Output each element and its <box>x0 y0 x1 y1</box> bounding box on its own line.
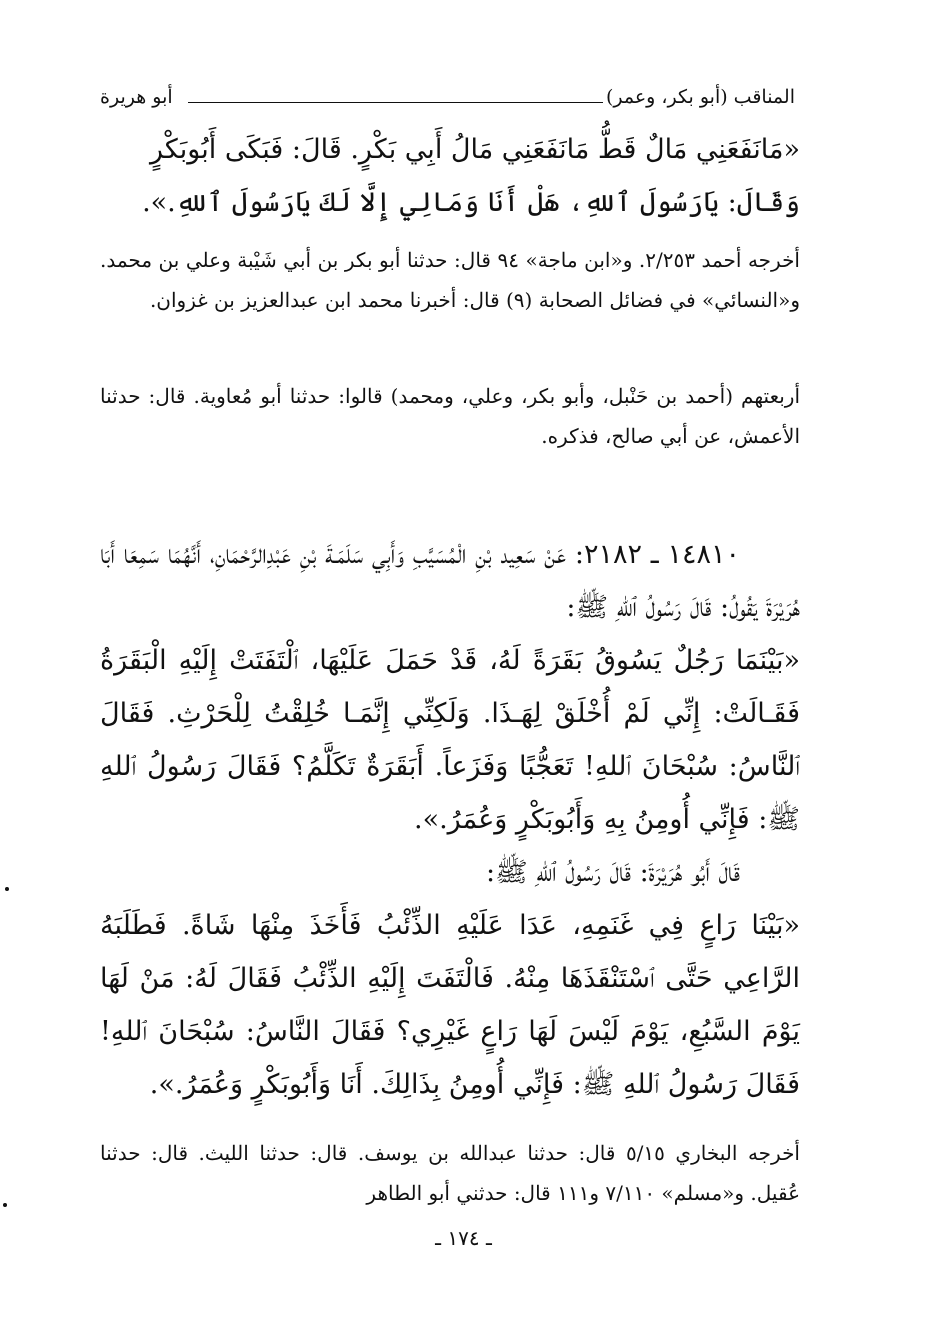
page-number: ـ ١٧٤ ـ <box>435 1226 492 1250</box>
note-paragraph: أربعتهم (أحمد بن حَنْبل، وأبو بكر، وعلي، ومحمد) قالوا: حدثنا أبو مُعاوية. قال: حدثنا الأعمش، عن أبي صالح، فذكره. <box>100 384 800 448</box>
hadith-matn: «بَيْنَمَا رَجُلٌ يَسُوقُ بَقَرَةً لَهُ، قَدْ حَمَلَ عَلَيْهَا، ٱلْتَفَتَتْ إِلَيْهِ الْبَقَرَةُ فَقَـالَتْ: إِنِّي لَمْ أُخْلَقْ لِهَـذَا. وَلَكِنِّي إِنَّمَـا خُلِقْتُ لِلْحَرْثِ. فَقَالَ ٱلنَّاسُ: سُبْحَانَ ٱللهِ! تَعَجُّبًا وَفَزَعاً. أَبَقَرَةٌ تَكَلَّمُ؟ فَقَالَ رَسُولُ ٱللهِ ﷺ: فَإِنِّي أُومِنُ بِهِ وَأَبُوبَكْرٍ وَعُمَرُ.». <box>100 645 800 835</box>
hadith-continuation <box>100 123 800 229</box>
header-rule <box>188 102 603 103</box>
hadith-isnad: ١٤٨١٠ ـ ٢١٨٢: عَنْ سَعِيد بْنِ الْمُسَيَّبِ وَأَبِي سَلَمَـةَ بْنِ عَبْدِالرَّحْمَانِ، أَنَّهُمَا سَمِعَا أَبَا هُرَيْرَةَ يَقُولُ: قَالَ رَسُولُ ٱللهِ ﷺ: <box>100 539 800 623</box>
scan-speck <box>5 887 9 891</box>
hadith-matn: «بَيْنَا رَاعٍ فِي غَنَمِهِ، عَدَا عَلَيْهِ الذِّئْبُ فَأَخَذَ مِنْهَا شَاةً. فَطَلَبَهُ الرَّاعِي حَتَّى ٱسْتَنْقَذَهَا مِنْهُ. فَالْتَفَتَ إِلَيْهِ الذِّئْبُ فَقَالَ لَهُ: مَنْ لَهَا يَوْمَ السَّبُعِ، يَوْمَ لَيْسَ لَهَا رَاعٍ غَيْرِي؟ فَقَالَ النَّاسُ: سُبْحَانَ ٱللهِ! فَقَالَ رَسُولُ ٱللهِ ﷺ: فَإِنِّي أُومِنُ بِذَالِكَ. أَنَا وَأَبُوبَكْرٍ وَعُمَرُ.». <box>100 910 800 1100</box>
takhrij-note <box>100 1133 800 1213</box>
running-header <box>100 86 795 116</box>
hadith-line: وَقَالَ: يَارَسُولَ ٱللهِ، هَلْ أَنَا وَمَالِي إِلَّا لَكَ يَارَسُولَ ٱللهِ.». <box>142 187 800 218</box>
hadith-isnad: قَالَ أَبُو هُرَيْرَةَ: قَالَ رَسُولُ ٱللهِ ﷺ: <box>486 857 740 888</box>
note-paragraph: أخرجه أحمد ٢/٢٥٣. و«ابن ماجة» ٩٤ قال: حدثنا أبو بكر بن أبي شَيْبة وعلي بن محمد. و«النسائي» في فضائل الصحابة (٩) قال: أخبرنا محمد ابن عبدالعزيز بن غزوان. <box>100 248 800 312</box>
takhrij-note <box>100 240 800 320</box>
hadith-entry <box>100 528 800 1111</box>
takhrij-note <box>100 376 800 456</box>
note-paragraph: أخرجه البخاري ٥/١٥ قال: حدثنا عبدالله بن يوسف. قال: حدثنا الليث. قال: حدثنا عُقيل. و«مسلم» ٧/١١٠ و١١١ قال: حدثني أبو الطاهر <box>100 1141 800 1205</box>
header-chapter: المناقب (أبو بكر، وعمر) <box>605 86 795 108</box>
header-section: أبو هريرة <box>100 86 173 108</box>
scan-speck <box>3 1203 7 1207</box>
hadith-line: «مَانَفَعَنِي مَالٌ قَطُّ مَانَفَعَنِي مَالُ أَبِي بَكْرٍ. قَالَ: فَبَكَى أَبُوبَكْرٍ <box>149 134 800 165</box>
